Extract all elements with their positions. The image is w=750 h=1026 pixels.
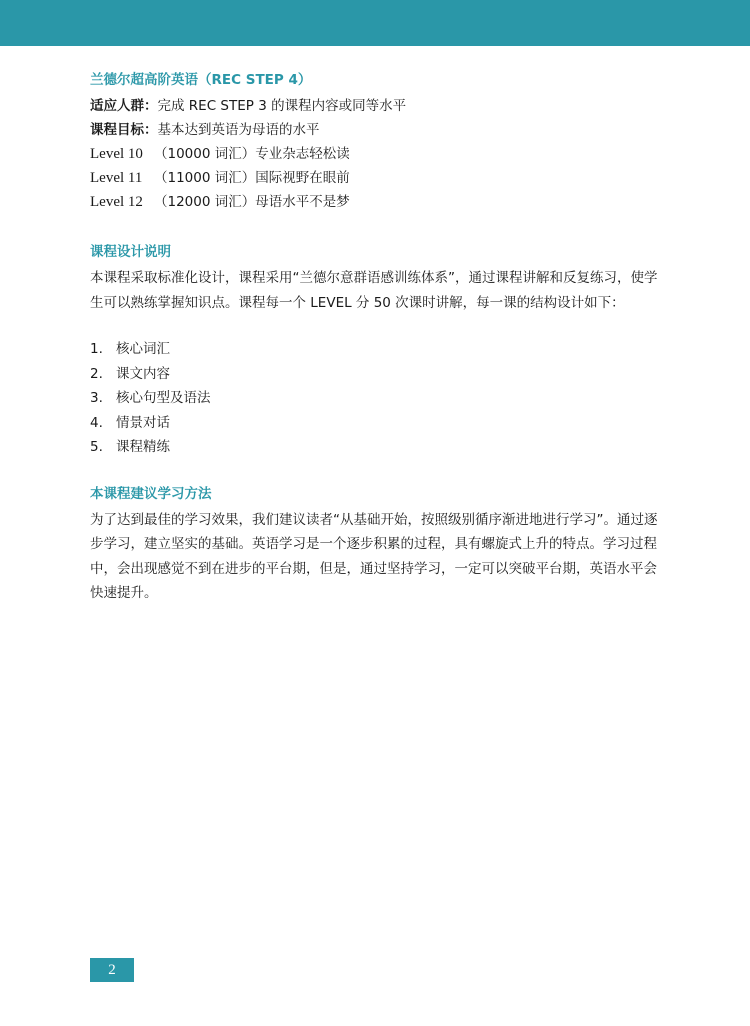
- audience-label: 适应人群：: [90, 98, 158, 114]
- list-label: 情景对话: [116, 414, 170, 431]
- list-item: [90, 362, 670, 387]
- goal-label: 课程目标：: [90, 122, 158, 138]
- design-paragraph: 本课程采取标准化设计，课程采用“兰德尔意群语感训练体系”，通过课程讲解和反复练习，使学生可以熟练掌握知识点。课程每一个 LEVEL 分 50 次课时讲解，每一课的结构设计如下：: [90, 270, 658, 311]
- section-course-design: [90, 242, 670, 460]
- level-name: Level 12: [90, 194, 143, 210]
- list-item: [90, 435, 670, 460]
- level-desc: （10000 词汇）专业杂志轻松读: [154, 146, 350, 162]
- audience-line: [90, 94, 670, 118]
- goal-text: 基本达到英语为母语的水平: [157, 122, 320, 138]
- section-title: 本课程建议学习方法: [90, 485, 212, 502]
- method-paragraph: 为了达到最佳的学习效果，我们建议读者“从基础开始，按照级别循序渐进地进行学习”。通过逐步学习，建立坚实的基础。英语学习是一个逐步积累的过程，具有螺旋式上升的特点。学习过程中，会出现感觉不到在进步的平台期，但是，通过坚持学习，一定可以突破平台期，英语水平会快速提升。: [90, 511, 658, 601]
- page-content: [90, 70, 670, 606]
- list-label: 课程精练: [116, 439, 170, 455]
- lesson-structure-list: [90, 337, 670, 460]
- goal-line: [90, 118, 670, 142]
- list-item: [90, 337, 670, 362]
- section-course-intro: [90, 70, 670, 214]
- level-desc: （12000 词汇）母语水平不是梦: [154, 194, 350, 210]
- section-title: 兰德尔超高阶英语（REC STEP 4）: [90, 72, 312, 88]
- level-line: [90, 166, 670, 190]
- level-desc: （11000 词汇）国际视野在眼前: [154, 170, 350, 186]
- list-label: 核心句型及语法: [116, 390, 211, 406]
- section-title: 课程设计说明: [90, 244, 171, 260]
- list-number: 1.: [90, 341, 103, 357]
- level-line: [90, 190, 670, 214]
- list-label: 课文内容: [116, 365, 170, 382]
- list-item: [90, 386, 670, 411]
- section-study-method: [90, 484, 670, 606]
- audience-text: 完成 REC STEP 3 的课程内容或同等水平: [157, 98, 407, 114]
- header-band: [0, 0, 750, 46]
- list-number: 5.: [90, 439, 103, 455]
- level-name: Level 11: [90, 170, 143, 186]
- list-label: 核心词汇: [116, 341, 170, 357]
- list-item: [90, 411, 670, 436]
- page-number: 2: [90, 958, 134, 982]
- list-number: 3.: [90, 390, 103, 406]
- level-name: Level 10: [90, 146, 143, 162]
- level-line: [90, 142, 670, 166]
- list-number: 2.: [90, 365, 103, 382]
- list-number: 4.: [90, 414, 103, 431]
